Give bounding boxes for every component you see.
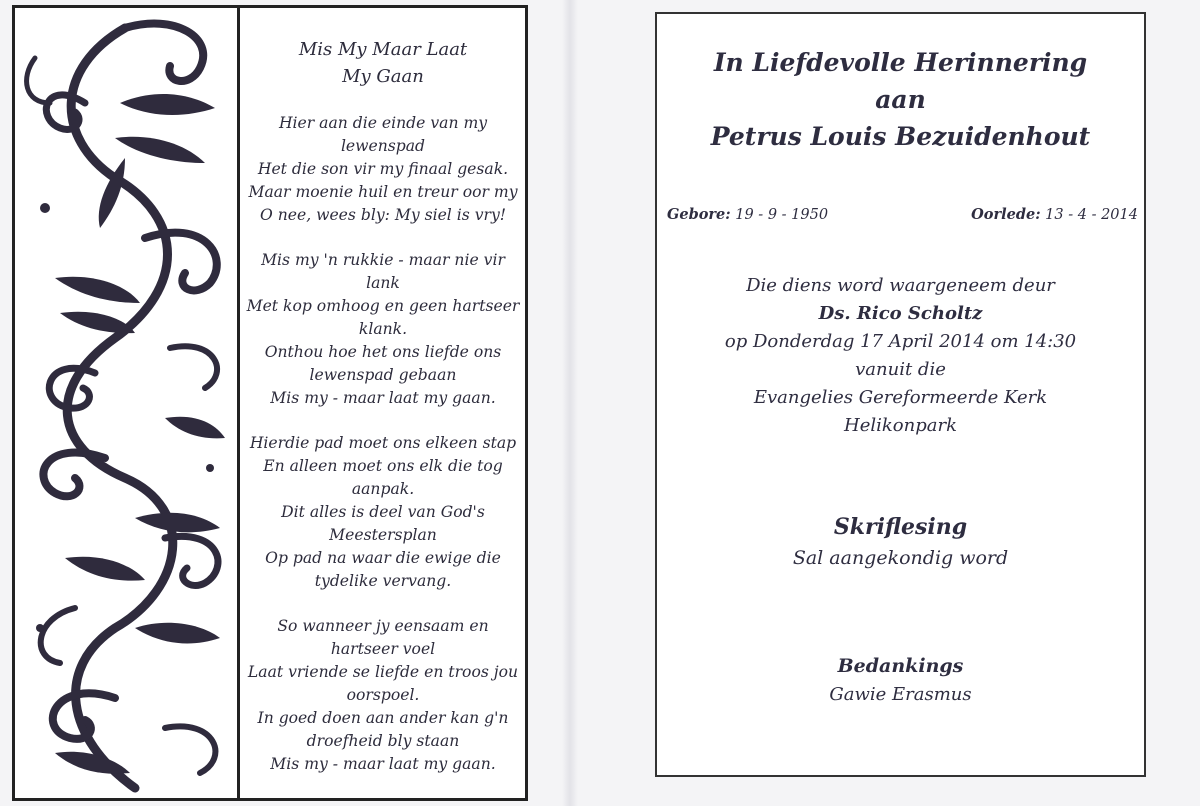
- poem-line: Op pad na waar die ewige die: [265, 549, 501, 567]
- poem-line: So wanneer jy eensaam en: [277, 617, 489, 635]
- poem-stanza-4: [241, 615, 525, 776]
- poem-title-line: Mis My Maar Laat: [298, 39, 468, 60]
- poem-line: O nee, wees bly: My siel is vry!: [259, 206, 507, 224]
- poem-title-line: My Gaan: [342, 66, 424, 87]
- poem-line: oorspoel.: [346, 686, 420, 704]
- poem-line: Mis my - maar laat my gaan.: [270, 389, 496, 407]
- acknowledgements-title: Bedankings: [837, 655, 964, 677]
- poem-line: Met kop omhoog en geen hartseer: [246, 297, 520, 315]
- poem-line: tydelike vervang.: [314, 572, 452, 590]
- church-name: Evangelies Gereformeerde Kerk: [753, 387, 1048, 408]
- death-date-value: 13 - 4 - 2014: [1045, 207, 1138, 223]
- church-location: Helikonpark: [844, 415, 957, 436]
- memorial-heading: [657, 44, 1144, 155]
- poem-line: Dit alles is deel van God's: [281, 503, 485, 521]
- poem-line: Mis my 'n rukkie - maar nie vir: [261, 251, 505, 269]
- poem-line: droefheid bly staan: [306, 732, 460, 750]
- acknowledgements-name: Gawie Erasmus: [829, 684, 972, 705]
- poem-line: hartseer voel: [330, 640, 436, 658]
- poem-line: Mis my - maar laat my gaan.: [270, 755, 496, 773]
- poem-line: klank.: [358, 320, 408, 338]
- death-date: [971, 206, 1138, 223]
- poem-line: lewenspad gebaan: [309, 366, 457, 384]
- poem-stanza-1: [241, 112, 525, 227]
- poem-line: aanpak.: [351, 480, 415, 498]
- service-details: [657, 272, 1144, 440]
- poem-line: Hier aan die einde van my: [278, 114, 488, 132]
- poem-line: lewenspad: [340, 137, 426, 155]
- deceased-name: Petrus Louis Bezuidenhout: [710, 122, 1091, 151]
- poem-line: Laat vriende se liefde en troos jou: [247, 663, 519, 681]
- heading-line: aan: [875, 85, 926, 114]
- service-line: vanuit die: [855, 359, 946, 380]
- acknowledgements: [657, 652, 1144, 710]
- ornament-panel: [15, 8, 240, 798]
- heading-line: In Liefdevolle Herinnering: [713, 48, 1088, 77]
- scripture-text: Sal aangekondig word: [792, 547, 1009, 569]
- minister-name: Ds. Rico Scholtz: [818, 303, 983, 324]
- birth-date: [667, 206, 828, 223]
- poem-line: In goed doen aan ander kan g'n: [257, 709, 509, 727]
- poem-line: Maar moenie huil en treur oor my: [248, 183, 518, 201]
- poem-stanza-2: [241, 249, 525, 410]
- poem-page: [12, 5, 528, 801]
- poem-line: Hierdie pad moet ons elkeen stap: [249, 434, 517, 452]
- poem-line: Het die son vir my finaal gesak.: [257, 160, 509, 178]
- poem-line: En alleen moet ons elk die tog: [263, 457, 503, 475]
- poem-stanza-3: [241, 432, 525, 593]
- birth-label: Gebore:: [667, 206, 731, 223]
- poem-title: [241, 36, 525, 90]
- poem-line: Meestersplan: [329, 526, 437, 544]
- poem-line: lank: [366, 274, 400, 292]
- service-datetime: op Donderdag 17 April 2014 om 14:30: [724, 331, 1077, 352]
- scripture-title: Skriflesing: [833, 514, 968, 540]
- swirl-ornament-icon: [15, 8, 237, 798]
- poem-line: Onthou hoe het ons liefde ons: [264, 343, 502, 361]
- page-fold: [562, 0, 578, 806]
- service-line: Die diens word waargeneem deur: [746, 275, 1055, 296]
- cover-page: [655, 12, 1146, 777]
- poem: [241, 8, 525, 798]
- death-label: Oorlede:: [971, 206, 1041, 223]
- birth-date-value: 19 - 9 - 1950: [735, 207, 829, 223]
- scripture-reading: [657, 511, 1144, 573]
